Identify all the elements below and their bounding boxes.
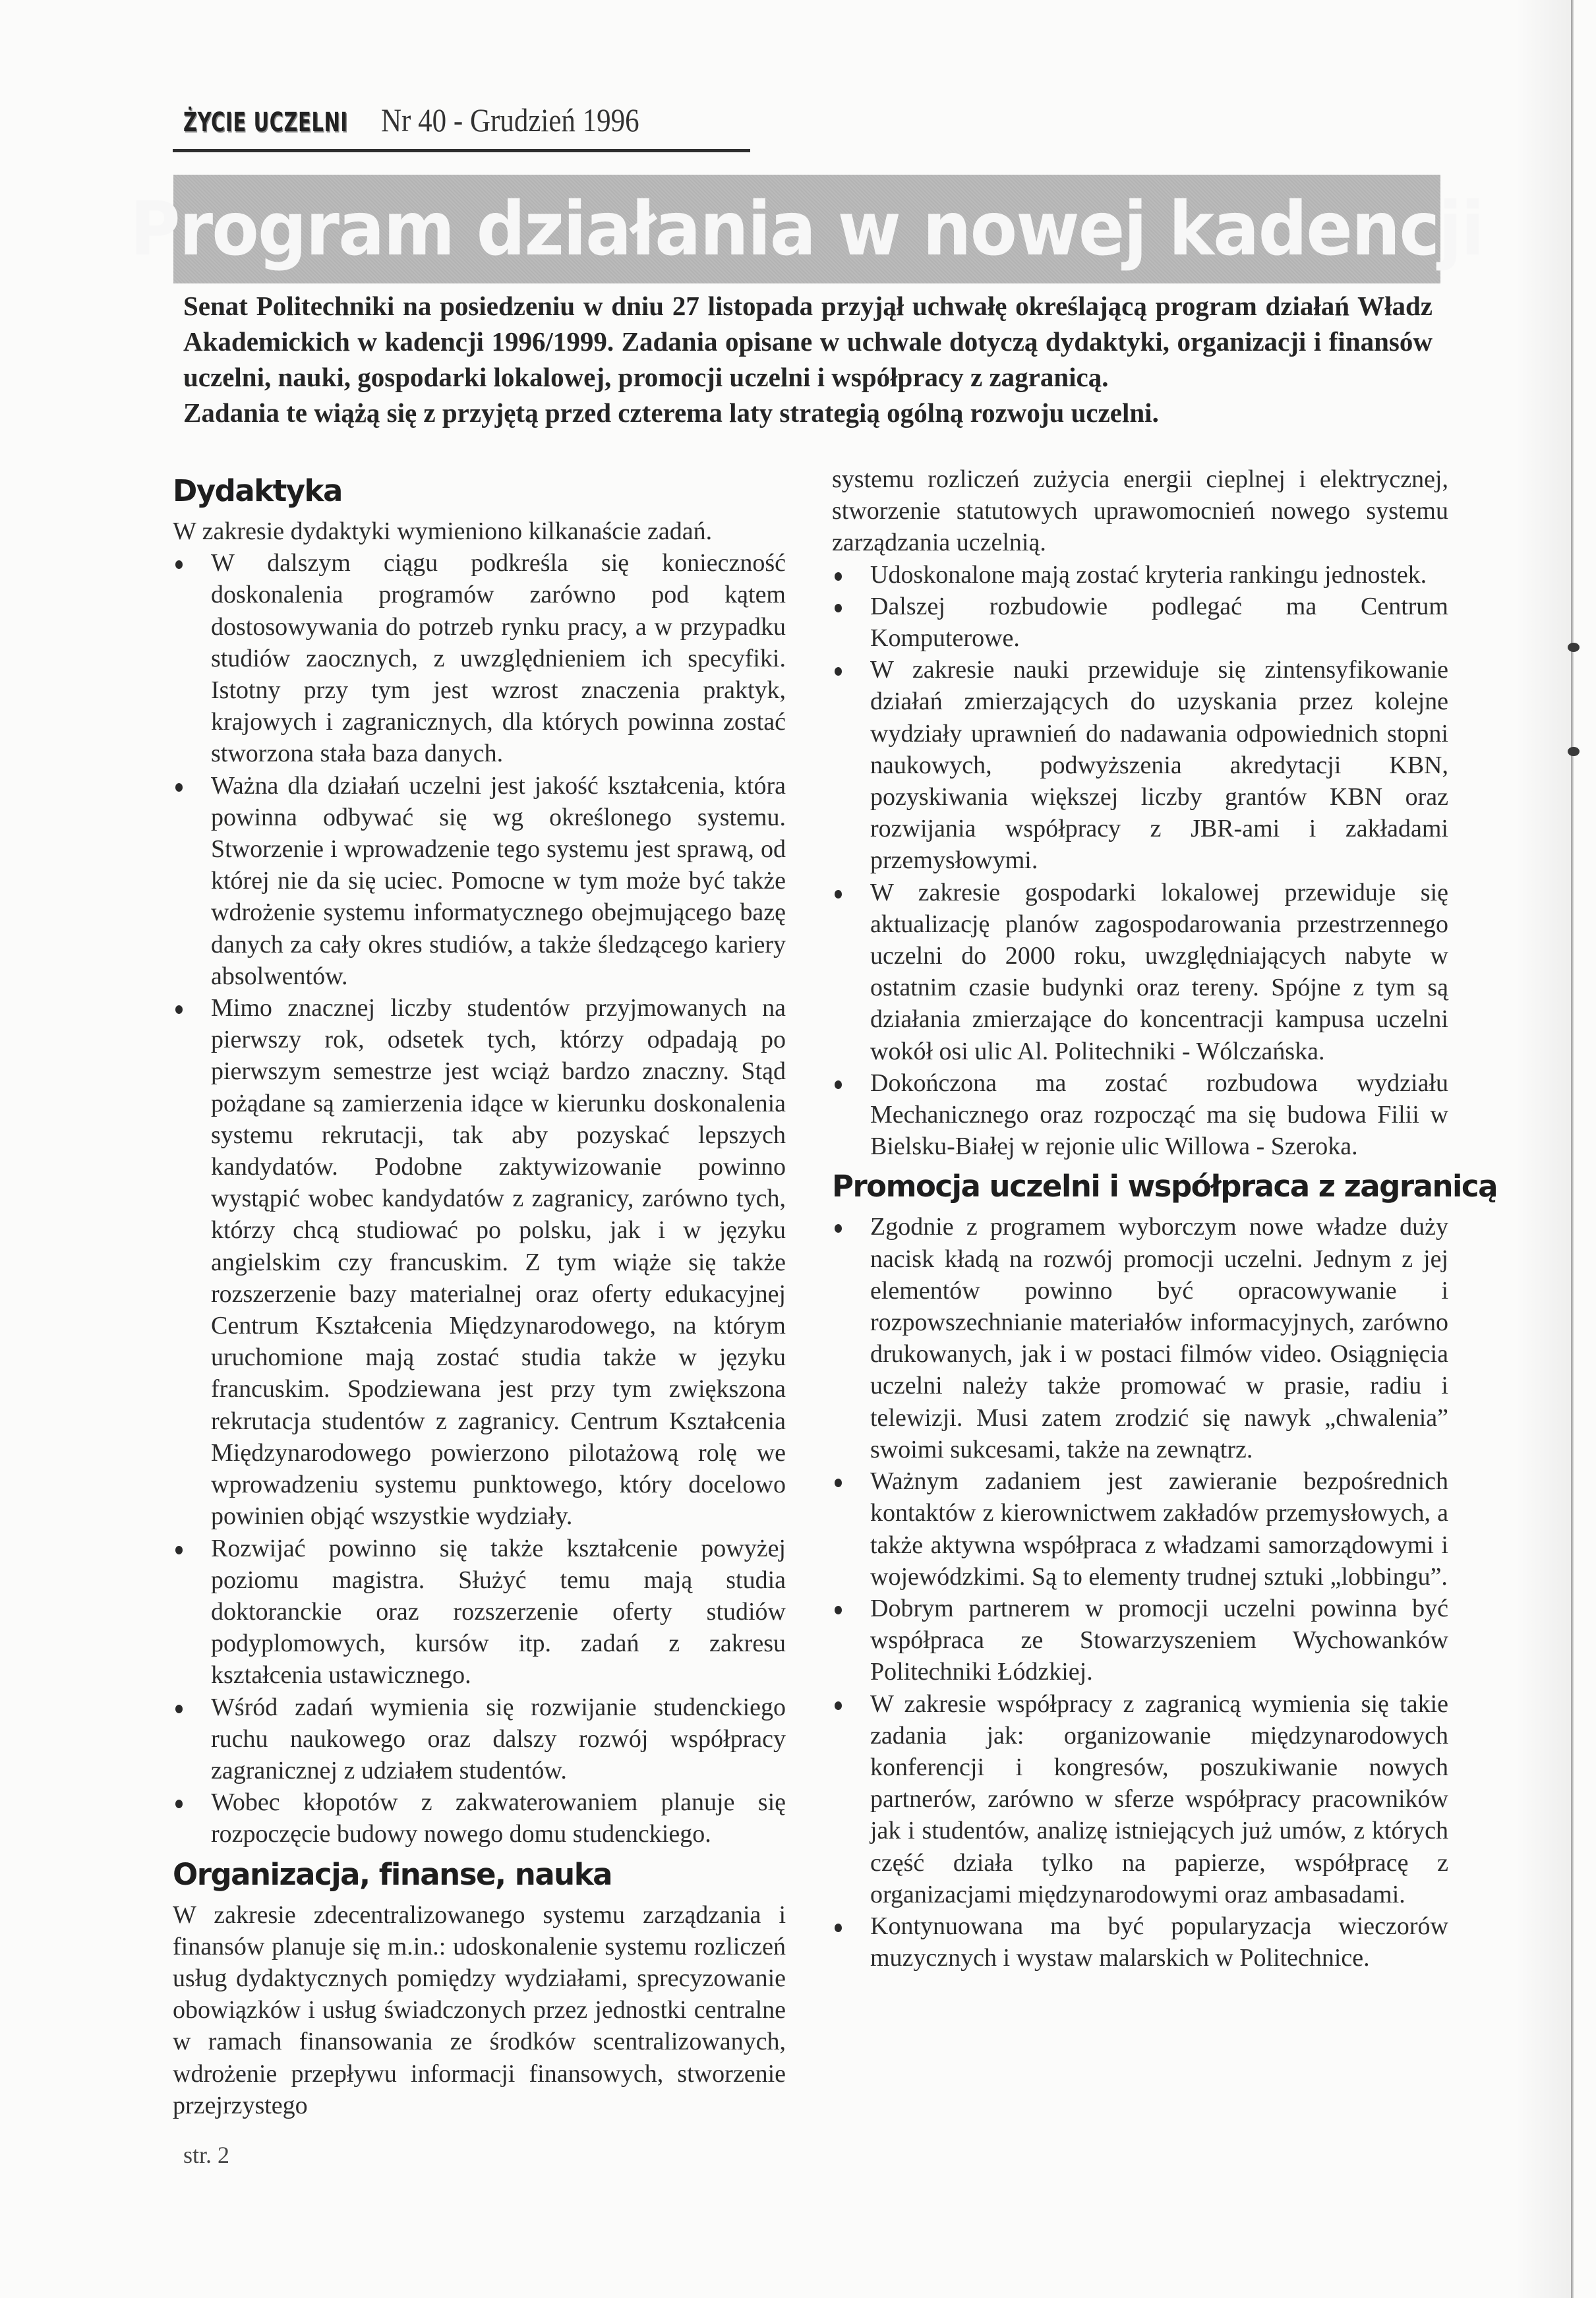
- section-lead: W zakresie zdecentralizowanego systemu zarządzania i finansów planuje się m.in.: udoskonalenie systemu rozliczeń usług dydaktycznych pomiędzy wydziałami, sprecyzowanie obowiązków i usług świadczonych przez jednostki centralne w ramach finansowania ze środków scentralizowanych, wdrożenie przepływu informacji finansowych, stworzenie przejrzystego: [173, 1900, 786, 2119]
- list-item: Mimo znacznej liczby studentów przyjmowanych na pierwszy rok, odsetek tych, którzy odpadają po pierwszym semestrze jest wciąż bardzo znaczny. Stąd pożądane są zamierzenia idące w kierunku doskonalenia systemu rekrutacji, tak aby pozyskać lepszych kandydatów. Podobne zaktywizowanie powinno wystąpić wobec kandydatów z zagranicy, zarówno tych, którzy chcą studiować po polsku, jak i w języku angielskim czy francuskim. Z tym wiąże się także rozszerzenie bazy materialnej oraz oferty edukacyjnej Centrum Kształcenia Międzynarodowego, na którym uruchomione mają zostać studia także w języku francuskim. Spodziewana jest przy tym zwiększona rekrutacja studentów z zagranicy. Centrum Kształcenia Międzynarodowego powierzono pilotażową rolę we wprowadzeniu systemu punktowego, który docelowo powinien objąć wszystkie wydziały.: [173, 992, 786, 1532]
- page-edge: [1571, 0, 1574, 2298]
- list-item: Wobec kłopotów z zakwaterowaniem planuje się rozpoczęcie budowy nowego domu studenckiego.: [173, 1786, 786, 1850]
- section-heading-promocja: Promocja uczelni i współpraca z zagranicą: [832, 1169, 1497, 1204]
- list-item: W dalszym ciągu podkreśla się konieczność doskonalenia programów zarówno pod kątem dostosowywania do potrzeb rynku pracy, a w przypadku studiów zaocznych, z uwzględnieniem ich specyfiki. Istotny przy tym jest wzrost znaczenia praktyk, krajowych i zagranicznych, dla których powinna zostać stworzona stała baza danych.: [173, 547, 786, 769]
- masthead: ŻYCIE UCZELNI: [183, 107, 348, 138]
- article-title: Program działania w nowej kadencji: [130, 186, 1484, 272]
- page-edge-shadow: [1516, 0, 1571, 2298]
- lead-paragraph: Senat Politechniki na posiedzeniu w dniu 27 listopada przyjął uchwałę określającą program działań Władz Akademickich w kadencji 1996/1999. Zadania opisane w uchwale dotyczą dydaktyki, organizacji i finansów uczelni, nauki, gospodarki lokalowej, promocji uczelni i współpracy z zagranicą.: [183, 291, 1433, 392]
- issue-info: Nr 40 - Grudzień 1996: [381, 102, 639, 138]
- page-header: [183, 100, 681, 142]
- list-item: Kontynuowana ma być popularyzacja wieczorów muzycznych i wystaw malarskich w Politechnice.: [832, 1910, 1448, 1974]
- left-column: [173, 467, 786, 2121]
- list-item: Dalszej rozbudowie podlegać ma Centrum Komputerowe.: [832, 591, 1448, 654]
- page-number: str. 2: [183, 2142, 230, 2168]
- list-item: Dobrym partnerem w promocji uczelni powinna być współpraca ze Stowarzyszeniem Wychowanków Politechniki Łódzkiej.: [832, 1593, 1448, 1688]
- list-item: Rozwijać powinno się także kształcenie powyżej poziomu magistra. Służyć temu mają studia doktoranckie oraz rozszerzenie oferty studiów podyplomowych, kursów itp. zadań z zakresu kształcenia ustawicznego.: [173, 1533, 786, 1692]
- section-heading-organizacja: Organizacja, finanse, nauka: [173, 1856, 612, 1892]
- right-column: [832, 463, 1497, 1974]
- staple-mark: [1568, 643, 1580, 652]
- list-item: W zakresie współpracy z zagranicą wymienia się takie zadania jak: organizowanie międzynarodowych konferencji i kongresów, poszukiwanie nowych partnerów, zarówno w sferze współpracy pracowników jak i studentów, analizę istniejących już umów, z których część działa tylko na papierze, współpracę z organizacjami międzynarodowymi oraz ambasadami.: [832, 1688, 1448, 1910]
- bullet-list-organizacja: [832, 559, 1448, 1163]
- list-item: Wśród zadań wymienia się rozwijanie studenckiego ruchu naukowego oraz dalszy rozwój współpracy zagranicznej z udziałem studentów.: [173, 1692, 786, 1787]
- list-item: Zgodnie z programem wyborczym nowe władze duży nacisk kładą na rozwój promocji uczelni. Jednym z jej elementów powinno być opracowywanie i rozpowszechnianie materiałów informacyjnych, zarówno drukowanych, jak i w postaci filmów video. Osiągnięcia uczelni należy także promować w prasie, radiu i telewizji. Musi zatem zrodzić się nawyk „chwalenia” swoimi sukcesami, także na zewnątrz.: [832, 1211, 1448, 1465]
- lead-paragraph: Zadania te wiążą się z przyjętą przed czterema laty strategią ogólną rozwoju uczelni.: [183, 398, 1159, 428]
- article-lead: [183, 288, 1433, 430]
- section-heading-dydaktyka: Dydaktyka: [173, 473, 342, 508]
- bullet-list-dydaktyka: [173, 547, 786, 1850]
- list-item: Ważnym zadaniem jest zawieranie bezpośrednich kontaktów z kierownictwem zakładów przemysłowych, a także aktywna współpraca z władzami samorządowymi i wojewódzkimi. Są to elementy trudnej sztuki „lobbingu”.: [832, 1465, 1448, 1593]
- title-banner: [130, 175, 1484, 283]
- bullet-list-promocja: [832, 1211, 1448, 1974]
- list-item: W zakresie gospodarki lokalowej przewiduje się aktualizację planów zagospodarowania przestrzennego uczelni do 2000 roku, uwzględniających nabyte w ostatnim czasie budynki oraz tereny. Spójne z tym są działania zmierzające do koncentracji kampusa uczelni wokół osi ulic Al. Politechniki - Wólczańska.: [832, 877, 1448, 1067]
- section-continuation: systemu rozliczeń zużycia energii cieplnej i elektrycznej, stworzenie statutowych uprawomocnień nowego systemu zarządzania uczelnią.: [832, 465, 1448, 557]
- list-item: Ważna dla działań uczelni jest jakość kształcenia, która powinna odbywać się wg określonego systemu. Stworzenie i wprowadzenie tego systemu jest sprawą, od której nie da się uciec. Pomocne w tym może być także wdrożenie systemu informatycznego obejmującego bazę danych za cały okres studiów, a także śledzącego kariery absolwentów.: [173, 770, 786, 992]
- header-rule: [173, 149, 750, 152]
- section-lead: W zakresie dydaktyki wymieniono kilkanaście zadań.: [173, 517, 713, 545]
- list-item: Udoskonalone mają zostać kryteria rankingu jednostek.: [832, 559, 1448, 591]
- list-item: W zakresie nauki przewiduje się zintensyfikowanie działań zmierzających do uzyskania przez kolejne wydziały uprawnień do nadawania odpowiednich stopni naukowych, podwyższenia akredytacji KBN, pozyskiwania większej liczby grantów KBN oraz rozwijania współpracy z JBR-ami i zakładami przemysłowymi.: [832, 654, 1448, 876]
- list-item: Dokończona ma zostać rozbudowa wydziału Mechanicznego oraz rozpocząć ma się budowa Filii w Bielsku-Białej w rejonie ulic Willowa - Szeroka.: [832, 1067, 1448, 1163]
- staple-mark: [1568, 747, 1580, 756]
